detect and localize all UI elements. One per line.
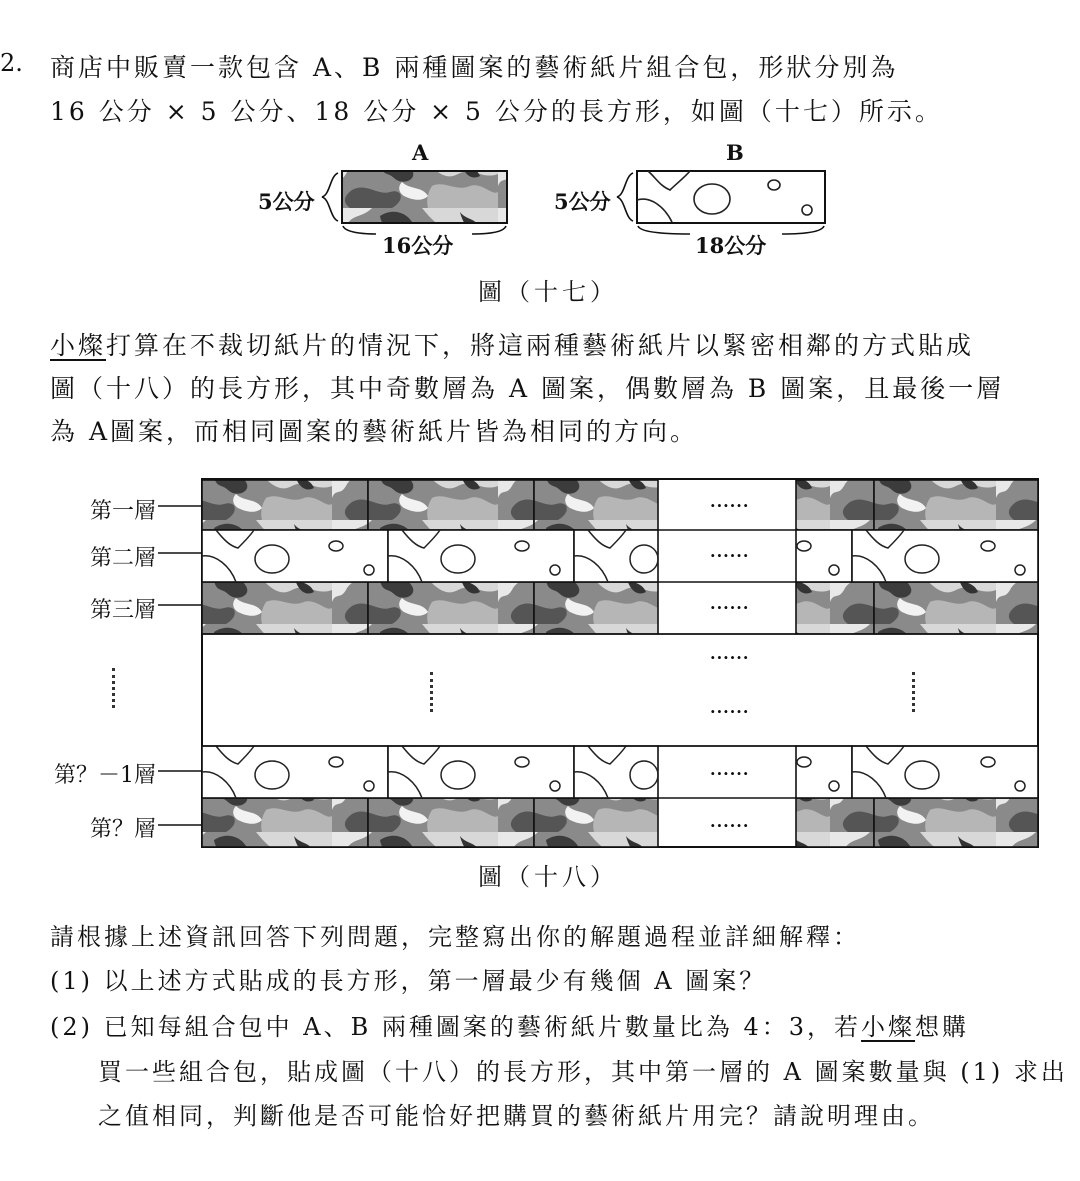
- fig17-b-width: 18公分: [695, 233, 767, 258]
- para2-line-3: 為 A圖案，而相同圖案的藝術紙片皆為相同的方向。: [50, 417, 699, 446]
- fig17-b-height: 5公分: [554, 189, 611, 214]
- row-dots-2: ......: [710, 542, 750, 561]
- row-dots-1: ......: [710, 492, 750, 511]
- para2-line-2: 圖（十八）的長方形，其中奇數層為 A 圖案，偶數層為 B 圖案，且最後一層: [50, 374, 1005, 403]
- vertical-dots-left: [112, 668, 115, 708]
- layer-last-tiles: [202, 798, 1038, 847]
- intro-line-2: 16 公分 × 5 公分、18 公分 × 5 公分的長方形，如圖（十七）所示。: [50, 97, 943, 126]
- sub-question-2-line-2: 買一些組合包，貼成圖（十八）的長方形，其中第一層的 A 圖案數量與 (1) 求出: [98, 1058, 1068, 1086]
- layer-label-1: 第一層: [89, 499, 156, 524]
- fig17-label-b: B: [726, 140, 744, 165]
- fig18-caption: 圖（十八）: [478, 863, 618, 891]
- fig17-a-width: 16公分: [382, 233, 454, 258]
- layer-label-second-last: 第？－1層: [54, 763, 156, 788]
- layer-label-2: 第二層: [89, 546, 156, 571]
- layer-label-3: 第三層: [89, 598, 156, 623]
- fig17-a-height: 5公分: [258, 189, 315, 214]
- vertical-dots-right: [912, 672, 915, 712]
- row-dots-7: ......: [710, 812, 750, 831]
- layer-second-last-tiles: [202, 746, 1038, 798]
- layer-1-tiles: [202, 480, 1038, 530]
- vertical-dots-middle: [430, 672, 433, 712]
- sub-question-2-line-1: [50, 1007, 969, 1042]
- q2-line-1-b: 想購: [915, 1013, 970, 1041]
- row-dots-3: ......: [710, 594, 750, 613]
- sub-question-1: (1) 以上述方式貼成的長方形，第一層最少有幾個 A 圖案？: [50, 967, 767, 995]
- prompt-line: 請根據上述資訊回答下列問題，完整寫出你的解題過程並詳細解釋：: [50, 923, 860, 951]
- layer-label-last: 第？層: [89, 817, 156, 842]
- row-dots-4: ......: [710, 644, 750, 663]
- row-dots-6: ......: [710, 760, 750, 779]
- row-dots-5: ......: [710, 698, 750, 717]
- fig17-label-a: A: [412, 140, 429, 165]
- para2-name: 小燦: [50, 331, 107, 360]
- layer-3-tiles: [202, 582, 1038, 634]
- sub-question-2-line-3: 之值相同，判斷他是否可能恰好把購買的藝術紙片用完？請說明理由。: [98, 1102, 935, 1130]
- intro-line-1: 商店中販賣一款包含 A、B 兩種圖案的藝術紙片組合包，形狀分別為: [50, 53, 899, 82]
- fig17-caption: 圖（十七）: [478, 278, 618, 306]
- question-number: 2.: [0, 49, 23, 77]
- para2-line-1-rest: 打算在不裁切紙片的情況下，將這兩種藝術紙片以緊密相鄰的方式貼成: [106, 331, 975, 360]
- q2-name: 小燦: [861, 1013, 916, 1041]
- q2-line-1-a: (2) 已知每組合包中 A、B 兩種圖案的藝術紙片數量比為 4：3，若: [50, 1013, 862, 1041]
- layer-2-tiles: [202, 530, 1038, 582]
